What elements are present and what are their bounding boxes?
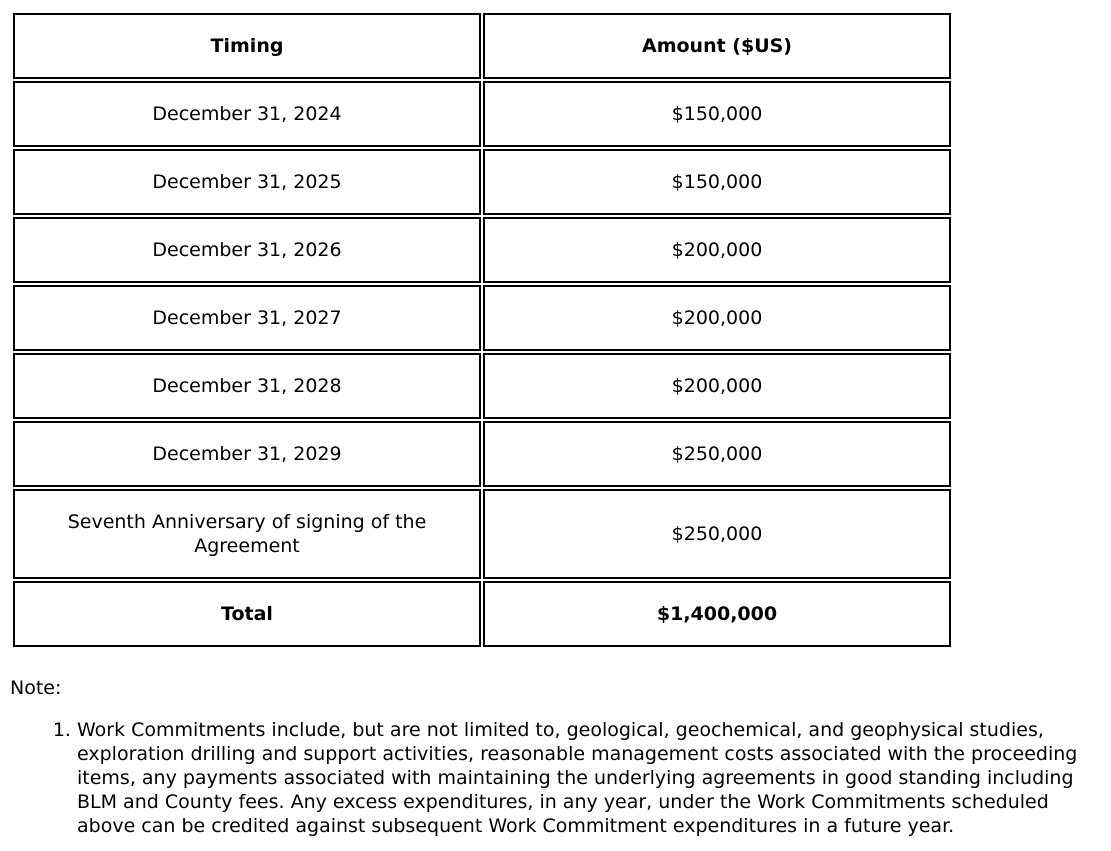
- timing-cell: Seventh Anniversary of signing of the Agreement: [13, 489, 481, 579]
- column-header-timing: Timing: [13, 13, 481, 79]
- table-row: [13, 285, 951, 351]
- timing-cell: December 31, 2027: [13, 285, 481, 351]
- table-total-row: [13, 581, 951, 647]
- table-row: [13, 149, 951, 215]
- table-row: [13, 489, 951, 579]
- note-list: [10, 718, 1097, 838]
- total-label-cell: Total: [13, 581, 481, 647]
- timing-cell: December 31, 2024: [13, 81, 481, 147]
- amount-cell: $250,000: [483, 421, 951, 487]
- work-commitments-table: [11, 11, 953, 649]
- timing-cell: December 31, 2029: [13, 421, 481, 487]
- timing-cell: December 31, 2026: [13, 217, 481, 283]
- table-row: [13, 217, 951, 283]
- timing-cell: December 31, 2025: [13, 149, 481, 215]
- note-label: Note:: [10, 677, 62, 699]
- total-amount-cell: $1,400,000: [483, 581, 951, 647]
- amount-cell: $200,000: [483, 353, 951, 419]
- note-section: [10, 676, 1097, 838]
- amount-cell: $200,000: [483, 285, 951, 351]
- table-header-row: [13, 13, 951, 79]
- table-row: [13, 353, 951, 419]
- amount-cell: $150,000: [483, 149, 951, 215]
- table-row: [13, 421, 951, 487]
- table-row: [13, 81, 951, 147]
- timing-cell: December 31, 2028: [13, 353, 481, 419]
- note-item: 1. Work Commitments include, but are not limited to, geological, geochemical, and geophysical studies, exploration drilling and support activities, reasonable management costs associated with the proceeding items, any payments associated with maintaining the underlying agreements in good standing including BLM and County fees. Any excess expenditures, in any year, under the Work Commitments scheduled above can be credited against subsequent Work Commitment expenditures in a future year.: [77, 718, 1097, 838]
- amount-cell: $200,000: [483, 217, 951, 283]
- amount-cell: $150,000: [483, 81, 951, 147]
- amount-cell: $250,000: [483, 489, 951, 579]
- column-header-amount: Amount ($US): [483, 13, 951, 79]
